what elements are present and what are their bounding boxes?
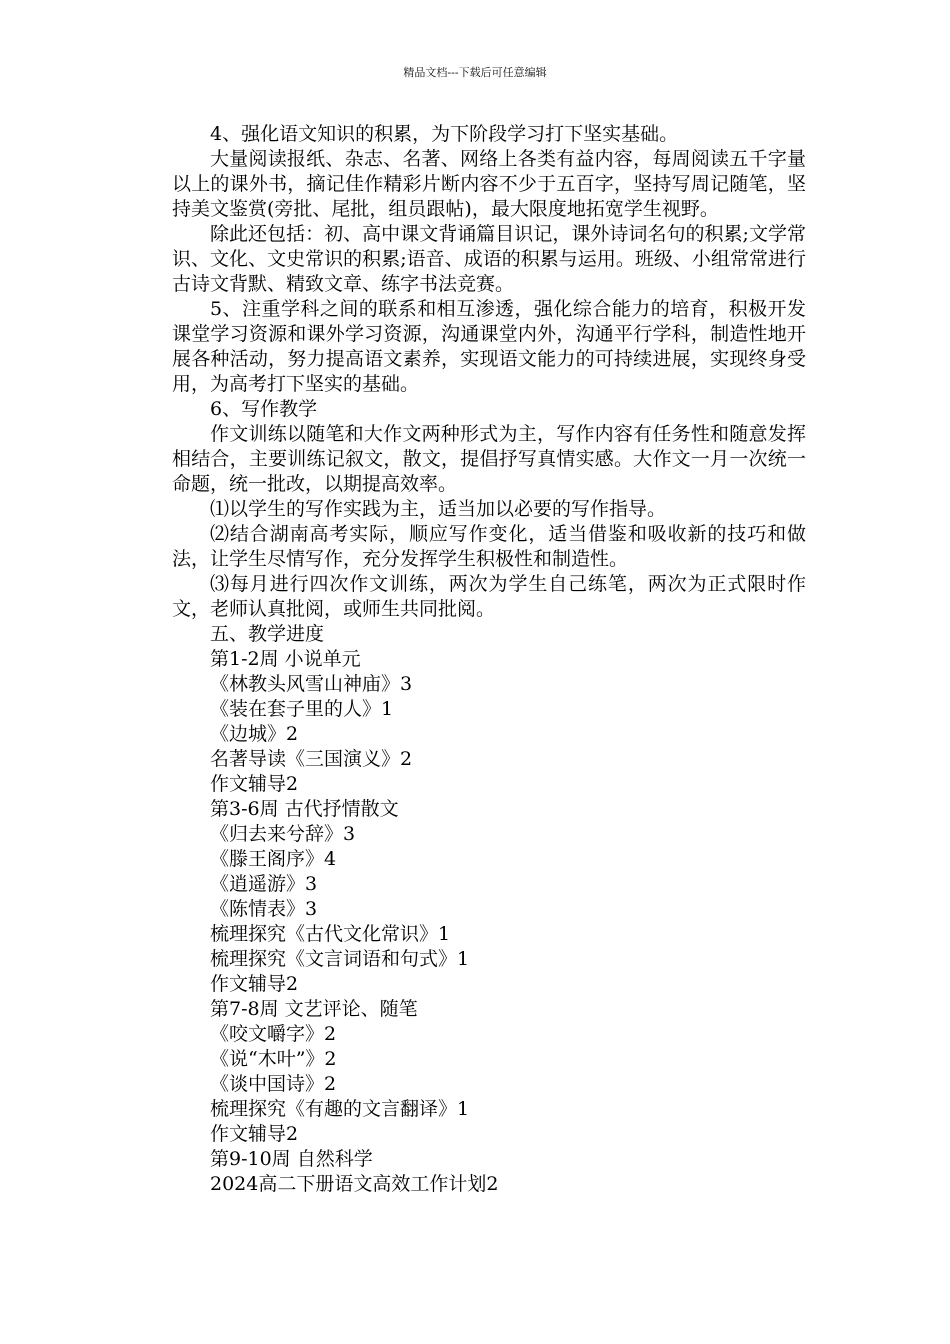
schedule-week-heading: 第9-10周 自然科学 [210, 1148, 373, 1170]
schedule-item: 名著导读《三国演义》2 [210, 748, 413, 770]
paragraph-writing-item-2: ⑵结合湖南高考实际，顺应写作变化，适当借鉴和吸收新的技巧和做法，让学生尽情写作，充分发挥学生积极性和制造性。 [172, 523, 806, 570]
document-body [172, 122, 806, 1197]
schedule-item: 作文辅导2 [210, 973, 299, 995]
page-header: 精品文档---下载后可任意编辑 [403, 66, 547, 79]
paragraph-accumulation: 除此还包括：初、高中课文背诵篇目识记，课外诗词名句的积累;文学常识、文化、文史常识的积累;语音、成语的积累与运用。班级、小组常常进行古诗文背默、精致文章、练字书法竞赛。 [172, 223, 806, 295]
paragraph-heading-6: 6、写作教学 [210, 398, 318, 420]
paragraph-heading-4: 4、强化语文知识的积累，为下阶段学习打下坚实基础。 [210, 123, 679, 145]
schedule-item: 《咬文嚼字》2 [210, 1023, 337, 1045]
schedule-item: 《林教头风雪山神庙》3 [210, 673, 413, 695]
schedule-item: 梳理探究《文言词语和句式》1 [210, 948, 470, 970]
schedule-item: 《逍遥游》3 [210, 873, 318, 895]
paragraph-reading: 大量阅读报纸、杂志、名著、网络上各类有益内容，每周阅读五千字量以上的课外书，摘记佳作精彩片断内容不少于五百字，坚持写周记随笔，坚持美文鉴赏(旁批、尾批，组员跟帖)，最大限度地拓宽学生视野。 [172, 148, 806, 220]
schedule-item: 《谈中国诗》2 [210, 1073, 337, 1095]
schedule-item: 梳理探究《古代文化常识》1 [210, 923, 451, 945]
paragraph-writing-item-1: ⑴以学生的写作实践为主，适当加以必要的写作指导。 [210, 498, 667, 520]
schedule-week-heading: 第3-6周 古代抒情散文 [210, 798, 399, 820]
schedule-item: 《装在套子里的人》1 [210, 698, 394, 720]
paragraph-writing-item-3: ⑶每月进行四次作文训练，两次为学生自己练笔，两次为正式限时作文，老师认真批阅，或师生共同批阅。 [172, 573, 806, 620]
paragraph-writing-training: 作文训练以随笔和大作文两种形式为主，写作内容有任务性和随意发挥相结合，主要训练记叙文，散文，提倡抒写真情实感。大作文一月一次统一命题，统一批改，以期提高效率。 [172, 423, 806, 495]
schedule-item: 作文辅导2 [210, 1123, 299, 1145]
schedule-item: 《说“木叶”》2 [210, 1048, 337, 1070]
schedule-item: 《归去来兮辞》3 [210, 823, 356, 845]
schedule-item: 《陈情表》3 [210, 898, 318, 920]
schedule-item: 《边城》2 [210, 723, 299, 745]
section-heading-progress: 五、教学进度 [210, 623, 325, 645]
schedule-item: 梳理探究《有趣的文言翻译》1 [210, 1098, 470, 1120]
schedule-item: 作文辅导2 [210, 773, 299, 795]
schedule-item: 《滕王阁序》4 [210, 848, 337, 870]
document-title-line: 2024高二下册语文高效工作计划2 [210, 1173, 499, 1195]
schedule-week-heading: 第7-8周 文艺评论、随笔 [210, 998, 418, 1020]
paragraph-heading-5: 5、注重学科之间的联系和相互渗透，强化综合能力的培育，积极开发课堂学习资源和课外学习资源，沟通课堂内外，沟通平行学科，制造性地开展各种活动，努力提高语文素养，实现语文能力的可持续进展，实现终身受用，为高考打下坚实的基础。 [172, 298, 806, 395]
schedule-week-heading: 第1-2周 小说单元 [210, 648, 361, 670]
